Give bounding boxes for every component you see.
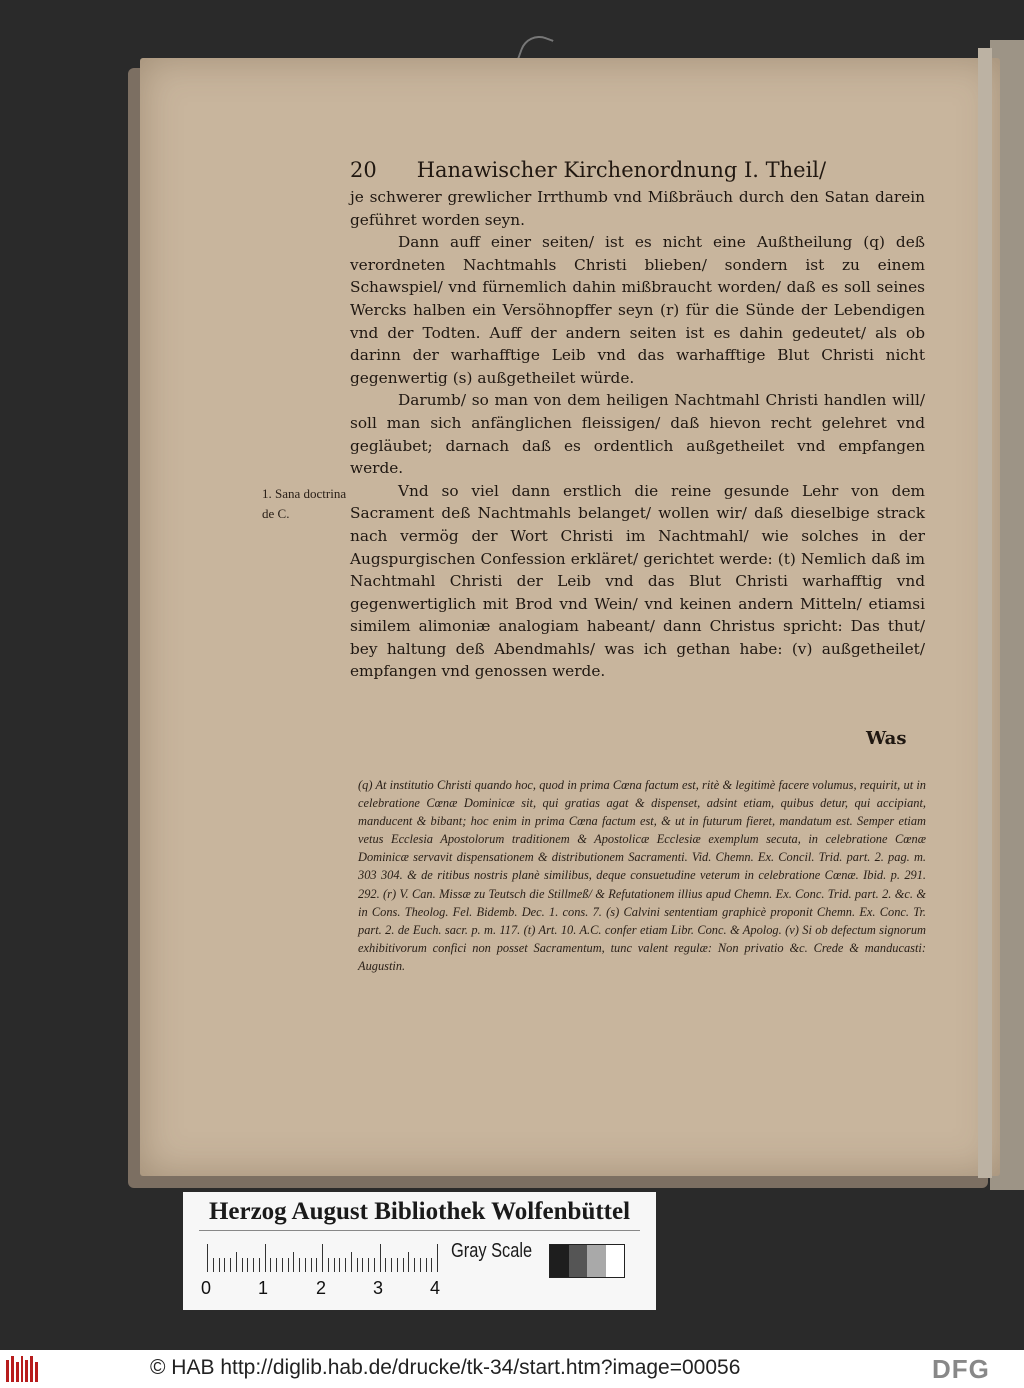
ruler-tick bbox=[368, 1258, 369, 1272]
margin-note: 1. Sana doctrina de C. bbox=[262, 486, 347, 521]
body-text bbox=[350, 186, 925, 683]
card-divider bbox=[199, 1230, 640, 1231]
ruler-tick bbox=[339, 1258, 340, 1272]
ruler-tick bbox=[408, 1252, 409, 1272]
ruler-label: 1 bbox=[258, 1278, 269, 1298]
ruler-tick bbox=[380, 1244, 381, 1272]
ruler-tick bbox=[207, 1244, 208, 1272]
ruler-tick bbox=[230, 1258, 231, 1272]
ruler-tick bbox=[270, 1258, 271, 1272]
gray-swatch-light bbox=[587, 1245, 606, 1277]
ruler-tick bbox=[293, 1252, 294, 1272]
paragraph: Vnd so viel dann erstlich die reine gesunde Lehr von dem Sacrament deß Nachtmahls belanget/ wollen wir/ daß dieselbige strack nach vermög der Wort Christi im Nachtmahl/ wie solches in der Augspurgischen Confession erkläret/ gerichtet werde: (t) Nemlich daß im Nachtmahl Christi der Leib vnd das Blut Christi warhafftig vnd gegenwertiglich mit Brod vnd Wein/ vnd keinen andern Mitteln/ etiamsi similem alimoniæ analogiam habeant/ dann Christus spricht: Das thut/ bey haltung deß Abendmahls/ was ich gethan habe: (v) außgetheilet/ empfangen vnd genossen werde. bbox=[350, 481, 925, 681]
ruler-tick bbox=[213, 1258, 214, 1272]
ruler-tick bbox=[299, 1258, 300, 1272]
paragraph: Darumb/ so man von dem heiligen Nachtmahl Christi handlen will/ soll man sich anfänglichen fleissigen/ daß hievon recht gelehret vnd gegläubet; darnach daß es ordentlich außgetheilet vnd empfangen werde. bbox=[350, 391, 925, 478]
ruler-tick bbox=[236, 1252, 237, 1272]
page-number: 20 bbox=[350, 158, 377, 182]
gray-swatch-black bbox=[550, 1245, 569, 1277]
ruler-tick bbox=[414, 1258, 415, 1272]
ruler-label: 2 bbox=[316, 1278, 327, 1298]
ruler-tick bbox=[374, 1258, 375, 1272]
gray-scale-swatches bbox=[549, 1244, 625, 1278]
ruler-tick bbox=[311, 1258, 312, 1272]
running-head-title: Hanawischer Kirchenordnung I. Theil/ bbox=[416, 158, 827, 182]
hab-logo-icon bbox=[6, 1356, 38, 1382]
ruler-tick bbox=[345, 1258, 346, 1272]
footer-bar bbox=[0, 1350, 1024, 1388]
ruler-tick bbox=[265, 1244, 266, 1272]
library-name: Herzog August Bibliothek Wolfenbüttel bbox=[208, 1198, 631, 1225]
ruler-tick bbox=[357, 1258, 358, 1272]
page-edge-inner bbox=[978, 48, 992, 1178]
footnotes bbox=[358, 776, 926, 975]
dfg-logo: DFG bbox=[932, 1354, 990, 1384]
ruler-tick bbox=[282, 1258, 283, 1272]
scale-ruler bbox=[207, 1244, 447, 1272]
ruler-tick bbox=[259, 1258, 260, 1272]
ruler-tick bbox=[437, 1244, 438, 1272]
ruler-tick bbox=[247, 1258, 248, 1272]
gray-scale-label: Gray Scale bbox=[451, 1240, 533, 1262]
ruler-tick bbox=[316, 1258, 317, 1272]
ruler-tick bbox=[224, 1258, 225, 1272]
paragraph: Dann auff einer seiten/ ist es nicht eine Außtheilung (q) deß verordneten Nachtmahls Christi blieben/ sondern ist zu einem Schawspiel/ vnd fürnemlich dahin mißbraucht worden/ daß es soll seines Wercks halben ein Versöhnopffer seyn (r) für die Sünde der Lebendigen vnd der Todten. Auff der andern seiten ist es dahin gedeutet/ als ob darinn der warhafftige Leib vnd das warhafftige Blut Christi nicht gegenwertig (s) außgetheilet würde. bbox=[350, 233, 925, 387]
paragraph: je schwerer grewlicher Irrthumb vnd Mißbräuch durch den Satan darein geführet worden seyn. bbox=[350, 188, 925, 229]
ruler-label: 0 bbox=[201, 1278, 212, 1298]
ruler-tick bbox=[322, 1244, 323, 1272]
ruler-tick bbox=[334, 1258, 335, 1272]
ruler-tick bbox=[426, 1258, 427, 1272]
ruler-tick bbox=[403, 1258, 404, 1272]
ruler-tick bbox=[420, 1258, 421, 1272]
ruler-label: 4 bbox=[430, 1278, 441, 1298]
ruler-tick bbox=[276, 1258, 277, 1272]
ruler-tick bbox=[362, 1258, 363, 1272]
ruler-tick bbox=[328, 1258, 329, 1272]
copyright-link[interactable]: © HAB http://diglib.hab.de/drucke/tk-34/start.htm?image=00056 bbox=[150, 1356, 741, 1379]
ruler-tick bbox=[253, 1258, 254, 1272]
color-reference-card bbox=[183, 1192, 656, 1310]
ruler-tick bbox=[385, 1258, 386, 1272]
gray-swatch-dark bbox=[569, 1245, 588, 1277]
ruler-tick bbox=[305, 1258, 306, 1272]
gray-swatch-white bbox=[606, 1245, 625, 1277]
ruler-tick bbox=[431, 1258, 432, 1272]
ruler-tick bbox=[288, 1258, 289, 1272]
ruler-tick bbox=[391, 1258, 392, 1272]
ruler-tick bbox=[397, 1258, 398, 1272]
footnote-text: (q) At institutio Christi quando hoc, quod in prima Cœna factum est, ritè & legitimè facere volumus, requirit, ut in celebratione Cœnæ Dominicæ sit, qui gratias agat & dispenset, adsint etiam, quibus detur, qui accipiant, manducent & bibant; hoc enim in prima Cœna factum est, & ut in futurum fieret, mandatum est. Semper etiam vetus Ecclesia Apostolorum traditionem & Apostolicæ Ecclesiæ exemplum secuta, in celebratione Cœnæ Dominicæ servavit dispensationem & distributionem Sacramenti. Vid. Chemn. Ex. Concil. Trid. part. 2. pag. m. 303 304. & de ritibus nostris planè similibus, deque consuetudine veterum in celebratione Cœnæ. Ibid. p. 291. 292. (r) V. Can. Missæ zu Teutsch die Stillmeß/ & Refutationem illius apud Chemn. Ex. Conc. Trid. part. 2. &c. & in Cons. Theolog. Fel. Bidemb. Dec. 1. cons. 7. (s) Calvini sententiam graphicè proponit Chemn. Ex. Conc. Tr. part. 2. de Euch. sacr. p. m. 117. (t) Art. 10. A.C. confer etiam Libr. Conc. & Apolog. (v) Si ob defectum signorum exhibitivorum confici non posset Sacramentum, tunc valent regulæ: Non privatio &c. Crede & manducasti: Augustin. bbox=[358, 778, 926, 973]
catchword: Was bbox=[866, 728, 907, 749]
ruler-label: 3 bbox=[373, 1278, 384, 1298]
ruler-tick bbox=[242, 1258, 243, 1272]
running-head bbox=[350, 158, 930, 182]
ruler-tick bbox=[351, 1252, 352, 1272]
ruler-tick bbox=[219, 1258, 220, 1272]
